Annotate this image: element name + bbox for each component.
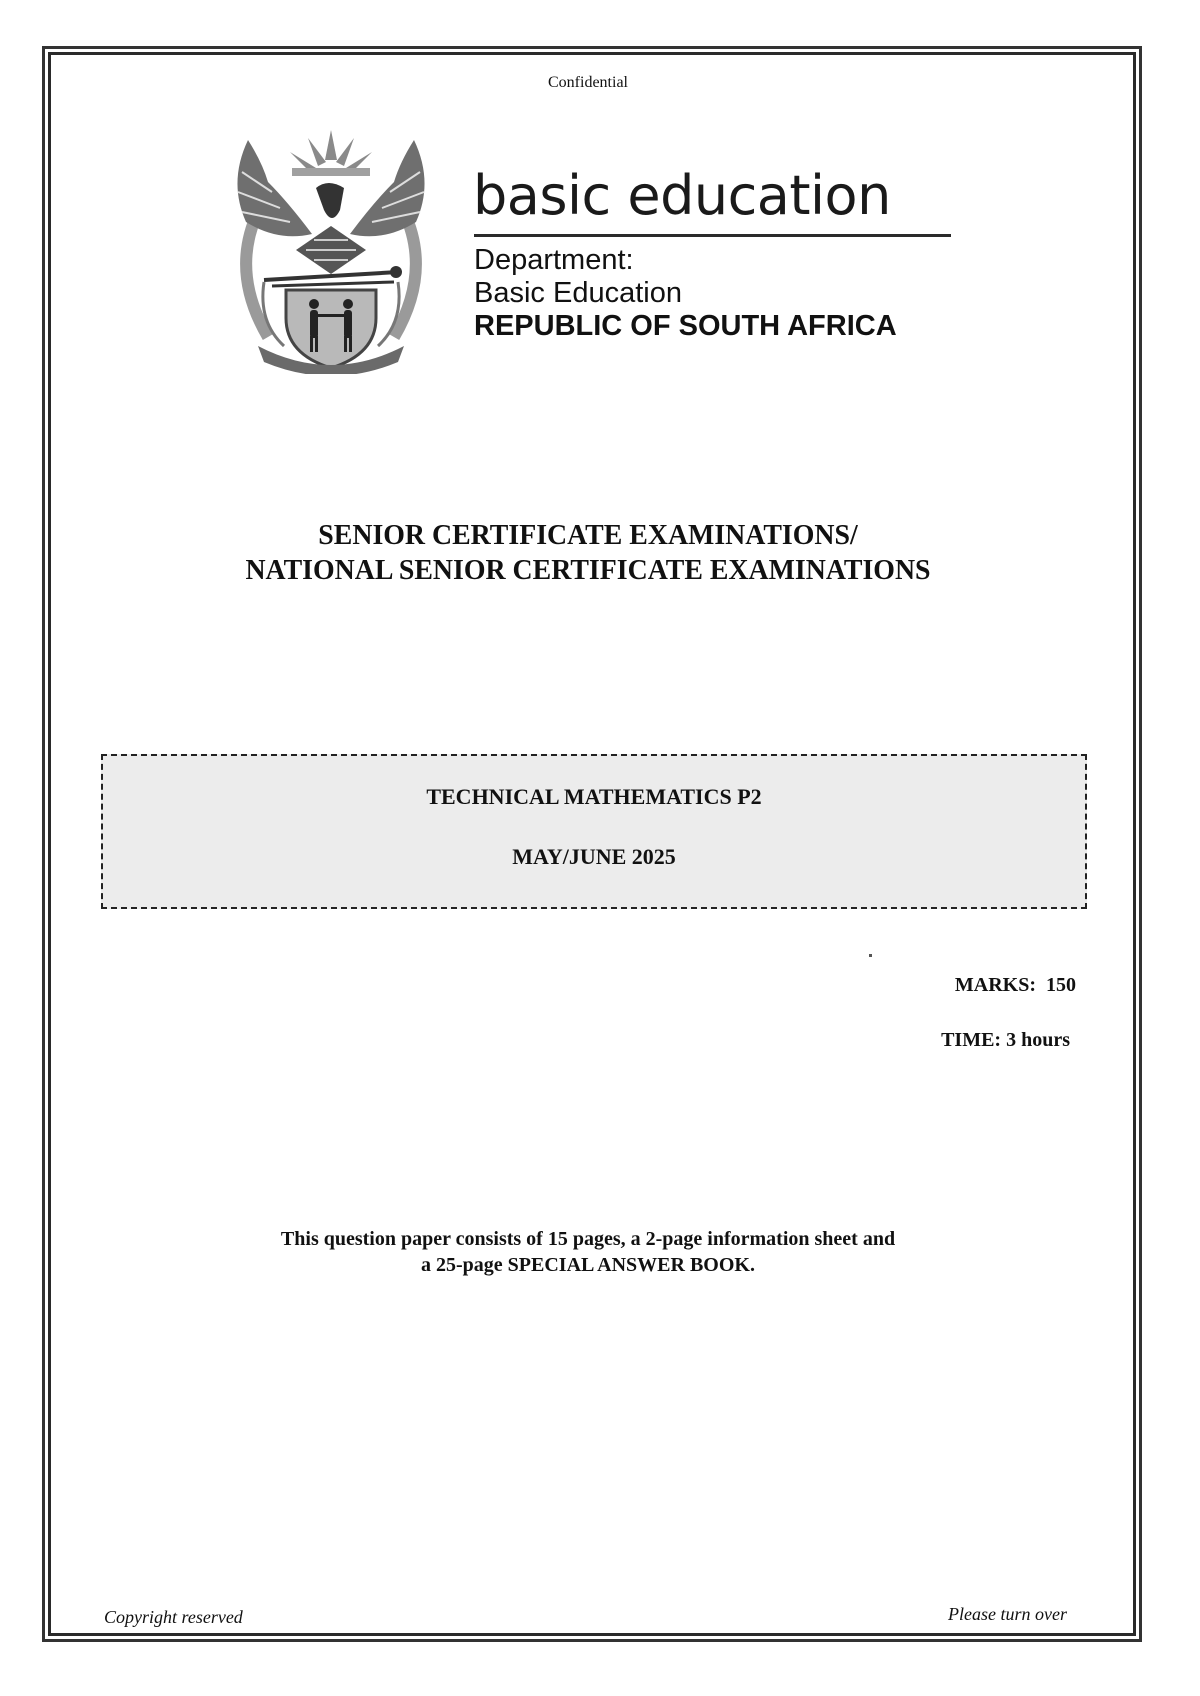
time-label: TIME: 3 hours — [941, 1029, 1070, 1051]
department-block — [474, 244, 897, 343]
subject-title: TECHNICAL MATHEMATICS P2 — [426, 784, 762, 809]
coat-of-arms-icon — [228, 122, 434, 374]
marks-label: MARKS: 150 — [954, 974, 1076, 996]
logo-divider — [474, 234, 951, 237]
paper-contents-note — [0, 1226, 1176, 1278]
country-name: REPUBLIC OF SOUTH AFRICA — [474, 310, 897, 342]
exam-heading-line1: SENIOR CERTIFICATE EXAMINATIONS/ — [318, 519, 858, 551]
confidential-label: Confidential — [548, 74, 628, 91]
subject-box — [101, 754, 1087, 909]
exam-session: MAY/JUNE 2025 — [512, 844, 676, 869]
exam-heading-line2: NATIONAL SENIOR CERTIFICATE EXAMINATIONS — [245, 554, 931, 586]
turn-over-notice: Please turn over — [948, 1604, 1067, 1624]
exam-heading — [24, 518, 1153, 588]
department-label: Department: — [474, 244, 634, 276]
scan-artifact — [869, 954, 872, 957]
copyright-notice: Copyright reserved — [104, 1607, 243, 1627]
logo-title: basic education — [473, 164, 891, 227]
paper-contents-line2: a 25-page SPECIAL ANSWER BOOK. — [421, 1254, 755, 1276]
paper-contents-line1: This question paper consists of 15 pages, a 2-page information sheet and — [280, 1228, 896, 1250]
department-name: Basic Education — [474, 277, 682, 309]
